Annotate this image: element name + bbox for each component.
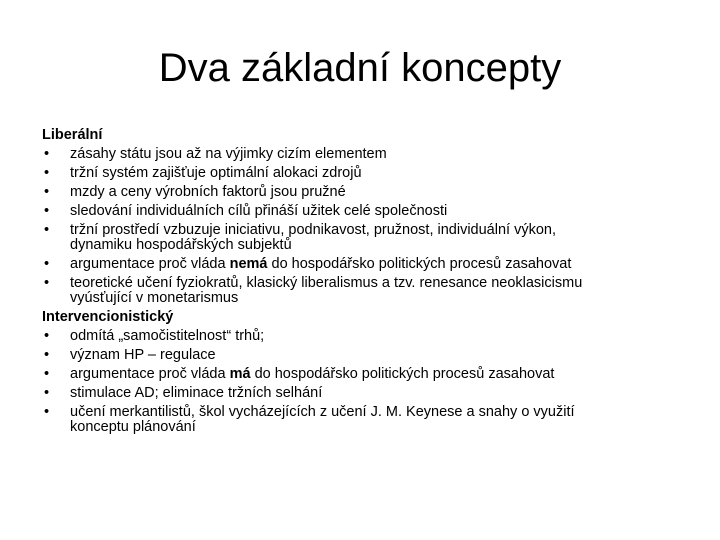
- list-item: • tržní systém zajišťuje optimální alokaci zdrojů: [44, 165, 362, 181]
- interventionist-list: [42, 327, 692, 437]
- bullet-icon: •: [44, 184, 50, 200]
- list-item: • stimulace AD; eliminace tržních selhání: [44, 385, 323, 401]
- bullet-icon: •: [44, 146, 50, 162]
- bullet-icon: •: [44, 385, 50, 401]
- bullet-icon: •: [44, 275, 50, 291]
- slide-content: [42, 126, 692, 437]
- section-heading-interventionist: Intervencionistický: [42, 309, 174, 325]
- list-item: • teoretické učení fyziokratů, klasický liberalismus a tzv. renesance neoklasicismu vyúsťující v monetarismus: [44, 275, 583, 306]
- list-item: • sledování individuálních cílů přináší užitek celé společnosti: [44, 203, 448, 219]
- bullet-icon: •: [44, 366, 50, 382]
- list-item: • význam HP – regulace: [44, 347, 216, 363]
- bullet-icon: •: [44, 203, 50, 219]
- bullet-icon: •: [44, 222, 50, 238]
- liberal-list: [42, 145, 692, 308]
- list-item: • argumentace proč vláda má do hospodářsko politických procesů zasahovat: [44, 366, 555, 382]
- bullet-icon: •: [44, 328, 50, 344]
- list-item: • argumentace proč vláda nemá do hospodářsko politických procesů zasahovat: [44, 256, 572, 272]
- section-heading-liberal: Liberální: [42, 127, 103, 143]
- bullet-icon: •: [44, 165, 50, 181]
- slide-title: Dva základní koncepty: [158, 46, 562, 90]
- bullet-icon: •: [44, 404, 50, 420]
- list-item: • tržní prostředí vzbuzuje iniciativu, podnikavost, pružnost, individuální výkon, dynamiku hospodářských subjektů: [44, 222, 556, 253]
- list-item: • učení merkantilistů, škol vycházejících z učení J. M. Keynese a snahy o využití konceptu plánování: [44, 404, 575, 435]
- bullet-icon: •: [44, 347, 50, 363]
- list-item: • zásahy státu jsou až na výjimky cizím elementem: [44, 146, 387, 162]
- bullet-icon: •: [44, 256, 50, 272]
- list-item: • mzdy a ceny výrobních faktorů jsou pružné: [44, 184, 346, 200]
- list-item: • odmítá „samočistitelnost“ trhů;: [44, 328, 265, 344]
